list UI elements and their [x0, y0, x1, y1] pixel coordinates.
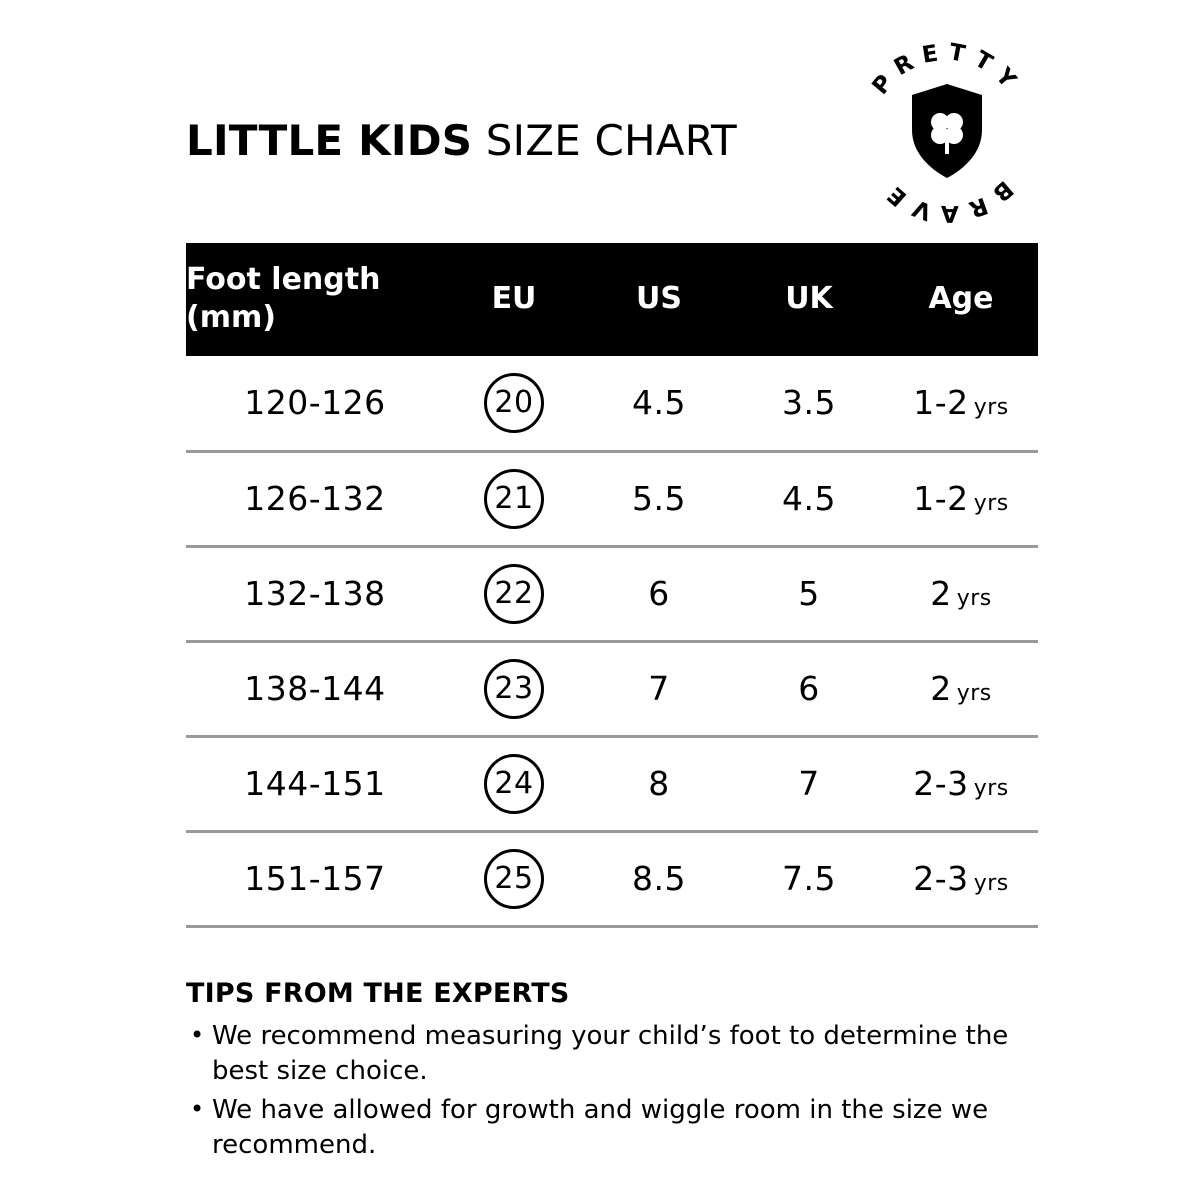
- table-row: [186, 831, 1038, 926]
- cell-age: [884, 736, 1038, 831]
- page-title: [186, 118, 737, 164]
- table-row: [186, 641, 1038, 736]
- table-header: [186, 243, 1038, 356]
- foot-length-line2: (mm): [186, 299, 276, 335]
- size-chart-table-wrap: [186, 243, 1038, 928]
- cell-age: [884, 831, 1038, 926]
- cell-foot-length: 132-138: [186, 546, 444, 641]
- table-row: [186, 356, 1038, 451]
- table-body: [186, 356, 1038, 926]
- cell-eu: [444, 831, 584, 926]
- column-header-foot-length: [186, 243, 444, 356]
- cell-us: 4.5: [584, 356, 734, 451]
- tips-heading: TIPS FROM THE EXPERTS: [186, 978, 570, 1009]
- page-title-bold: LITTLE KIDS: [186, 116, 473, 165]
- cell-uk: 6: [734, 641, 884, 736]
- column-header-us: US: [584, 243, 734, 356]
- age-unit: yrs: [956, 586, 992, 611]
- age-unit: yrs: [973, 491, 1009, 516]
- age-unit: yrs: [973, 395, 1009, 421]
- cell-uk: 5: [734, 546, 884, 641]
- age-value: 1-2: [913, 479, 969, 518]
- cell-foot-length: 138-144: [186, 641, 444, 736]
- cell-us: 8.5: [584, 831, 734, 926]
- cell-eu: [444, 356, 584, 451]
- list-item: • We recommend measuring your child’s foot to determine the best size choice.: [186, 1019, 1046, 1089]
- age-value: 2: [930, 669, 952, 708]
- eu-size-badge: 23: [484, 659, 544, 719]
- tips-section: [186, 978, 1046, 1167]
- column-header-age: Age: [884, 243, 1038, 356]
- table-row: [186, 451, 1038, 546]
- table-row: [186, 736, 1038, 831]
- cell-us: 6: [584, 546, 734, 641]
- eu-size-badge: 20: [484, 373, 544, 433]
- cell-age: [884, 451, 1038, 546]
- cell-uk: 7: [734, 736, 884, 831]
- age-value: 2-3: [913, 764, 969, 803]
- age-unit: yrs: [956, 681, 992, 706]
- table-header-row: [186, 243, 1038, 356]
- age-unit: yrs: [973, 776, 1009, 801]
- cell-eu: [444, 546, 584, 641]
- brand-logo: [852, 38, 1042, 228]
- cell-uk: 7.5: [734, 831, 884, 926]
- eu-size-badge: 25: [484, 849, 544, 909]
- page-title-light: SIZE CHART: [472, 116, 737, 165]
- age-unit: yrs: [973, 871, 1009, 896]
- eu-size-badge: 24: [484, 754, 544, 814]
- size-chart-table: [186, 243, 1038, 928]
- cell-foot-length: 126-132: [186, 451, 444, 546]
- cell-uk: 4.5: [734, 451, 884, 546]
- age-value: 2-3: [913, 859, 969, 898]
- cell-age: [884, 356, 1038, 451]
- svg-text:PRETTY: PRETTY: [867, 39, 1027, 100]
- age-value: 2: [930, 574, 952, 613]
- table-row: [186, 546, 1038, 641]
- cell-eu: [444, 451, 584, 546]
- cell-age: [884, 641, 1038, 736]
- cell-eu: [444, 641, 584, 736]
- cell-foot-length: 151-157: [186, 831, 444, 926]
- list-item: • We have allowed for growth and wiggle room in the size we recommend.: [186, 1093, 1046, 1163]
- cell-us: 5.5: [584, 451, 734, 546]
- cell-foot-length: 144-151: [186, 736, 444, 831]
- cell-eu: [444, 736, 584, 831]
- column-header-eu: EU: [444, 243, 584, 356]
- age-value: 1-2: [913, 383, 969, 423]
- cell-us: 8: [584, 736, 734, 831]
- tips-list: [186, 1019, 1046, 1163]
- cell-age: [884, 546, 1038, 641]
- svg-text:BRAVE: BRAVE: [876, 175, 1018, 227]
- eu-size-badge: 21: [484, 469, 544, 529]
- cell-foot-length: 120-126: [186, 356, 444, 451]
- cell-uk: 3.5: [734, 356, 884, 451]
- foot-length-line1: Foot length: [186, 262, 381, 297]
- column-header-uk: UK: [734, 243, 884, 356]
- eu-size-badge: 22: [484, 564, 544, 624]
- cell-us: 7: [584, 641, 734, 736]
